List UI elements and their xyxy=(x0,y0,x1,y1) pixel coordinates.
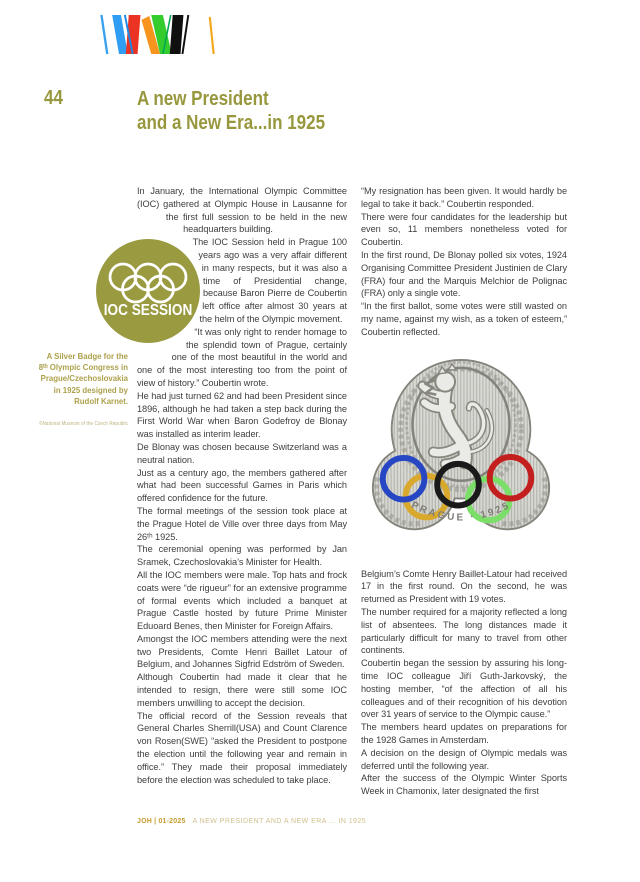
paragraph: The formal meetings of the session took place at the Prague Hotel de Ville over three days from May 26ᵗʰ 1925. xyxy=(137,505,347,542)
paragraph: The members heard updates on preparations for the 1928 Games in Amsterdam. xyxy=(361,722,567,745)
caption-line: 8ᵗʰ Olympic Congress in xyxy=(38,362,128,373)
paragraph: Coubertin began the session by assuring his long-time IOC colleague Jiří Guth-Jarkovský, the hosting member, “of the affection of all his colleagues and of their recognition of his devotion over 31 years of service to the Olympic cause.” xyxy=(361,658,567,720)
paragraph: Belgium’s Comte Henry Baillet-Latour had received 17 in the first round. On the second, he was returned as President with 19 votes. xyxy=(361,568,567,605)
paragraph: “In the first ballot, some votes were still wasted on my name, against my wish, as a token of esteem,” Coubertin reflected. xyxy=(361,301,567,337)
paragraph: There were four candidates for the leadership but even so, 11 members nonetheless voted for Coubertin. xyxy=(361,211,567,248)
paragraph: Although Coubertin had made it clear that he intended to resign, there were still some IOC members unwilling to accept the decision. xyxy=(137,672,347,708)
paragraph: In the first round, De Blonay polled six votes, 1924 Organising Committee President Justinien de Clary (FRA) four and the Marquis Melchior de Polignac (FRA) only a single vote. xyxy=(361,249,567,299)
paragraph: “My resignation has been given. It would hardly be legal to take it back.” Coubertin responded. xyxy=(361,186,567,209)
caption-line: in 1925 designed by xyxy=(53,384,128,395)
photo-credit: ©National Museum of the Czech Republic xyxy=(39,421,128,427)
caption-line: Rudolf Karnet. xyxy=(74,395,128,406)
caption-line: A Silver Badge for the xyxy=(46,351,128,361)
page-number: 44 xyxy=(44,87,63,109)
paragraph: The number required for a majority reflected a long list of absentees. The long distances made it particularly difficult for many to travel from other continents. xyxy=(361,606,567,656)
article-title-line2: and a New Era...in 1925 xyxy=(137,112,326,134)
badge-inscription: PRAGUE · 1925 xyxy=(409,499,513,523)
paragraph: The official record of the Session reveals that General Charles Sherrill(USA) and Count Clarence von Rosen(SWE) “asked the President to postpone the election until the following year and remain in office.” They made their proposal immediately before the election was scheduled to take place. xyxy=(137,710,347,785)
right-text-column xyxy=(361,185,567,798)
paragraph: After the success of the Olympic Winter Sports Week in Chamonix, later designated the first xyxy=(361,773,567,797)
paragraph: He had just turned 62 and had been President since 1896, although he had taken a step back during the First World War when Baron Godefroy de Blonay was installed as interim leader. xyxy=(137,390,347,440)
article-title-line1: A new President xyxy=(137,88,269,110)
paragraph: Amongst the IOC members attending were the next two Presidents, Comte Henri Baillet Latour of Belgium, and Johannes Sigfrid Edström of Sweden. xyxy=(137,633,347,670)
paragraph: The IOC Session held in Prague 100 years ago was a very affair different in many respects, but it was also a time of Presidential change, because Baron Pierre de Coubertin left office after almost 30 years at the helm of the Olympic movement. xyxy=(192,237,347,324)
paragraph: “It was only right to render homage to the splendid town of Prague, certainly one of the most beautiful in the world and one of the most interesting too from the point of view of history.” Coubertin wrote. xyxy=(137,326,347,388)
paragraph: In January, the International Olympic Committee (IOC) gathered at Olympic House in Lausanne for the first full session to be held in the new headquarters building. xyxy=(137,186,347,235)
journal-issue-label: JOH | 01-2025 xyxy=(137,818,186,825)
running-title: A NEW PRESIDENT AND A NEW ERA ... IN 1925 xyxy=(192,818,367,825)
paragraph: All the IOC members were male. Top hats and frock coats were “de rigueur” for an extensive programme of formal events which included a banquet at Prague Castle hosted by future Prime Minister Eduoard Benes, then Minister for Foreign Affairs. xyxy=(137,569,347,632)
silver-badge-image xyxy=(362,355,560,553)
paragraph: Just as a century ago, the members gathered after what had been successful Games in Paris which offered confidence for the future. xyxy=(137,467,347,504)
photo-caption xyxy=(27,351,128,407)
caption-line: Prague/Czechoslovakia xyxy=(40,373,128,384)
ioc-session-badge xyxy=(96,239,200,343)
page-footer xyxy=(137,818,366,825)
journal-logo-icon xyxy=(97,14,223,55)
paragraph: The ceremonial opening was performed by Jan Sramek, Czechoslovakia’s Minister for Health. xyxy=(137,544,347,568)
paragraph: De Blonay was chosen because Switzerland was a neutral nation. xyxy=(137,441,347,465)
paragraph: A decision on the design of Olympic medals was deferred until the following year. xyxy=(361,747,567,771)
ioc-session-label: IOC SESSION xyxy=(103,302,193,320)
article-title xyxy=(137,87,325,135)
